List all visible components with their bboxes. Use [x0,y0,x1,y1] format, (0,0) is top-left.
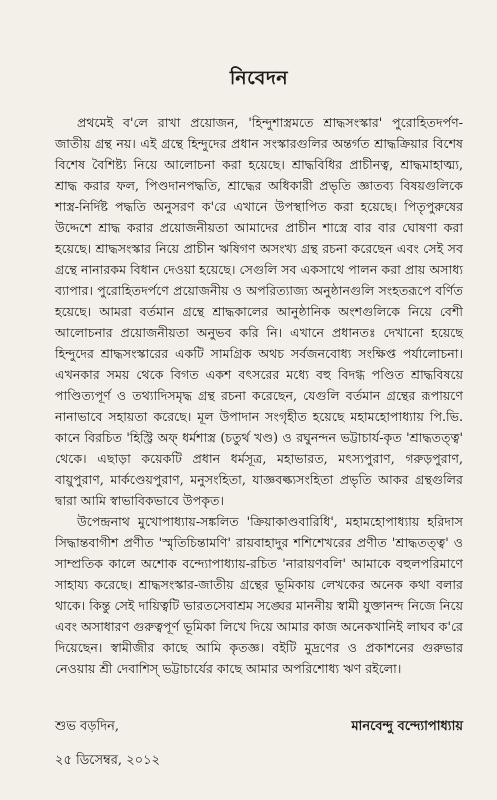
greeting: শুভ বড়দিন, [55,719,119,734]
paragraph-1: প্রথমেই ব'লে রাখা প্রয়োজন, 'হিন্দুশাস্ত্রমতে শ্রাদ্ধসংস্কার' পুরোহিতদর্পণ-জাতীয় গ্রন্থ নয়। এই গ্রন্থে হিন্দুদের প্রধান সংস্কারগুলির অন্তর্গত শ্রাদ্ধক্রিয়ার বিশেষ বিশেষ বৈশিষ্ট্য নিয়ে আলোচনা করা হয়েছে। শ্রাদ্ধবিধির প্রাচীনত্ব, শ্রাদ্ধমাহাত্ম্য, শ্রাদ্ধ করার ফল, পিণ্ডদানপদ্ধতি, শ্রাদ্ধের অধিকারী প্রভৃতি জ্ঞাতব্য বিষয়গুলিকে শাস্ত্র-নির্দিষ্ট পদ্ধতি অনুসরণ ক'রে এখানে উপস্থাপিত করা হয়েছে। পিতৃপুরুষের উদ্দেশে শ্রাদ্ধ করার প্রয়োজনীয়তা আমাদের প্রাচীন শাস্ত্রে বার বার ঘোষণা করা হয়েছে। শ্রাদ্ধসংস্কার নিয়ে প্রাচীন ঋষিগণ অসংখ্য গ্রন্থ রচনা করেছেন এবং সেই সব গ্রন্থে নানারকম বিধান দেওয়া হয়েছে। সেগুলি সব একসাথে পালন করা প্রায় অসাধ্য ব্যাপার। পুরোহিতদর্পণে প্রয়োজনীয় ও অপরিত্যাজ্য অনুষ্ঠানগুলি সংহতরূপে বর্ণিত হয়েছে। আমরা বর্তমান গ্রন্থে শ্রাদ্ধকালের আনুষ্ঠানিক অংশগুলিকে নিয়ে বেশী আলোচনার প্রয়োজনীয়তা অনুভব করি নি। এখানে প্রধানতঃ দেখানো হয়েছে হিন্দুদের শ্রাদ্ধসংস্কারের একটি সামগ্রিক অথচ সর্বজনবোধ্য সংক্ষিপ্ত পর্যালোচনা। এখনকার সময় থেকে বিগত একশ বৎসরের মধ্যে বহু বিদগ্ধ পণ্ডিত শ্রাদ্ধবিষয়ে পাণ্ডিত্যপূর্ণ ও তথ্যাদিসমৃদ্ধ গ্রন্থ রচনা করেছেন, যেগুলি বর্তমান গ্রন্থের রূপায়ণে নানাভাবে সহায়তা করেছে। মূল উপাদান সংগৃহীত হয়েছে মহামহোপাধ্যায় পি.ভি. কানে বিরচিত 'হিস্ট্রি অফ্ ধর্মশাস্ত্র (চতুর্থ খণ্ড) ও রঘুনন্দন ভট্টাচার্য-কৃত 'শ্রাদ্ধতত্ত্ব' থেকে। এছাড়া কয়েকটি প্রধান ধর্মসূত্র, মহাভারত, মৎস্যপুরাণ, গরুড়পুরাণ, বায়ুপুরাণ, মার্কণ্ডেয়পুরাণ, মনুসংহিতা, যাজ্ঞবল্ক্যসংহিতা প্রভৃতি আকর গ্রন্থগুলির দ্বারা আমি স্বাভাবিকভাবে উপকৃত। [55,115,463,508]
page-title: নিবেদন [229,67,289,89]
date: ২৫ ডিসেম্বর, ২০১২ [55,753,160,768]
author-name: মানবেন্দু বন্দ্যোপাধ্যায় [351,719,463,734]
paragraph-2: উপেন্দ্রনাথ মুখোপাধ্যায়-সঙ্কলিত 'ক্রিয়াকাণ্ডবারিধি', মহামহোপাধ্যায় হরিদাস সিদ্ধান্তবাগীশ প্রণীত 'স্মৃতিচিন্তামণি' রায়বাহাদুর শশিশেখরের প্রণীত 'শ্রাদ্ধতত্ত্ব' ও সাম্প্রতিক কালে অশোক বন্দ্যোপাধ্যায়-রচিত 'নারায়ণবলি' আমাকে বহুলপরিমাণে সাহায্য করেছে। শ্রাদ্ধসংস্কার-জাতীয় গ্রন্থের ভূমিকায় লেখকের অনেক কথা বলার থাকে। কিন্তু সেই দায়িত্বটি ভারতসেবাশ্রম সঙ্ঘের মাননীয় স্বামী যুক্তানন্দ নিজে নিয়ে এবং অসাধারণ গুরুত্বপূর্ণ ভূমিকা লিখে দিয়ে আমার কাজ অনেকখানিই লাঘব ক'রে দিয়েছেন। স্বামীজীর কাছে আমি কৃতজ্ঞ। বইটি মুদ্রণের ও প্রকাশনের গুরুভার নেওয়ায় শ্রী দেবাশিস্ ভট্টাচার্যের কাছে আমার অপরিশোধ্য ঋণ রইলো। [55,514,463,676]
preface-body [55,112,463,679]
